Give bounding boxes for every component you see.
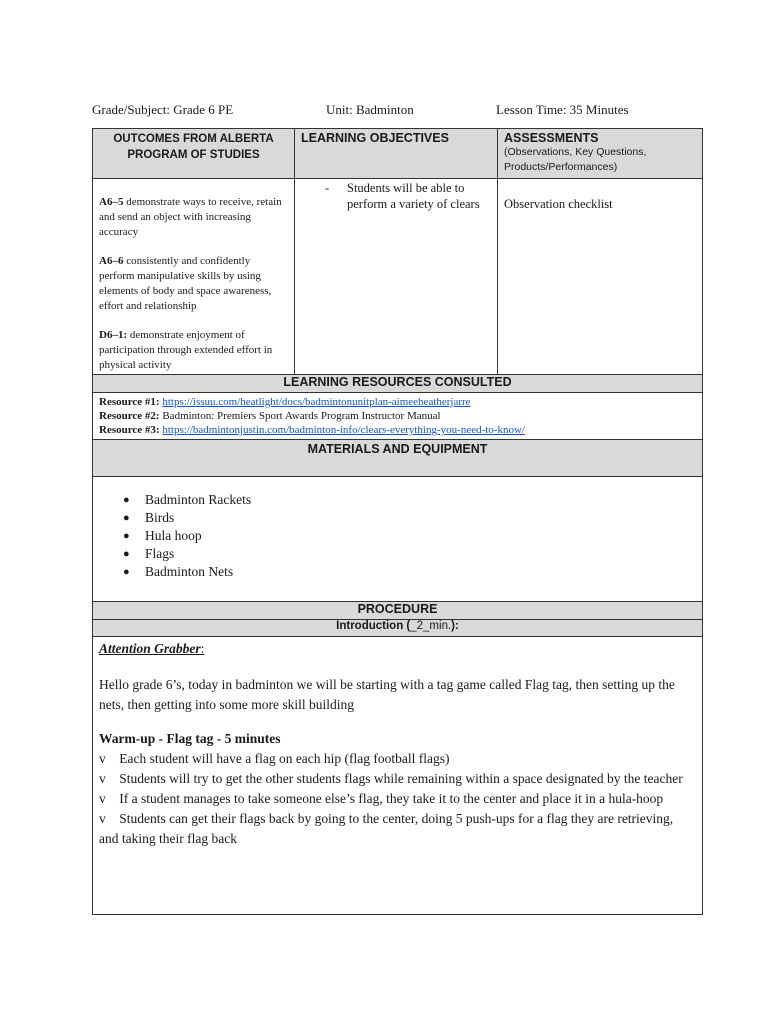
assessments-subtitle: (Observations, Key Questions, Products/Performances) — [504, 146, 647, 173]
dash-marker: - — [325, 181, 330, 195]
outcome-code: D6–1: — [99, 329, 128, 341]
lesson-header — [92, 102, 702, 122]
attention-grabber-text: Attention Grabber — [99, 641, 201, 656]
warmup-title: Warm-up - Flag tag - 5 minutes — [99, 731, 281, 746]
material-item: ● Hula hoop — [145, 527, 702, 545]
outcome-item — [99, 254, 288, 314]
warmup-item: v Each student will have a flag on each hip (flag football flags) — [99, 751, 450, 766]
attention-grabber-label — [99, 639, 696, 659]
objectives-cell — [295, 179, 498, 375]
resource-link[interactable]: https://issuu.com/heatlight/docs/badmintonunitplan-aimeeheatherjarre — [162, 396, 471, 408]
assessment-cell: Observation checklist — [498, 179, 703, 375]
outcome-text: demonstrate ways to receive, retain and send an object with increasing accuracy — [99, 196, 282, 238]
intro-end: ): — [451, 620, 459, 632]
greeting-paragraph: Hello grade 6’s, today in badminton we will be starting with a tag game called Flag tag, then setting up the nets, then getting into some more skill building — [99, 677, 675, 712]
outcome-code: A6–5 — [99, 196, 124, 208]
resource-item — [99, 409, 696, 423]
lesson-plan-table — [92, 128, 702, 915]
material-item: ● Badminton Nets — [145, 563, 702, 581]
outcome-item — [99, 328, 288, 373]
resources-cell — [93, 393, 703, 440]
outcome-text: demonstrate enjoyment of participation through extended effort in physical activity — [99, 329, 273, 371]
procedure-heading: PROCEDURE — [93, 602, 703, 620]
outcome-item — [99, 195, 288, 240]
grade-subject: Grade/Subject: Grade 6 PE — [92, 102, 234, 117]
procedure-cell — [93, 637, 703, 915]
resources-heading: LEARNING RESOURCES CONSULTED — [93, 375, 703, 393]
attention-colon: : — [200, 641, 205, 656]
unit: Unit: Badminton — [326, 102, 414, 117]
resource-label: Resource #3: — [99, 424, 160, 436]
resource-item — [99, 395, 696, 409]
introduction-heading — [93, 620, 703, 637]
objective-item — [307, 181, 491, 212]
assessments-title: ASSESSMENTS — [504, 131, 599, 145]
resource-label: Resource #1: — [99, 396, 160, 408]
warmup-item: v Students will try to get the other students flags while remaining within a space designated by the teacher — [99, 771, 683, 786]
lesson-time: Lesson Time: 35 Minutes — [496, 102, 629, 117]
material-item: ● Birds — [145, 509, 702, 527]
intro-label: Introduction ( — [336, 620, 411, 632]
materials-cell — [93, 477, 703, 602]
assessments-header — [498, 129, 703, 179]
resource-link[interactable]: https://badmintonjustin.com/badminton-info/clears-everything-you-need-to-know/ — [162, 424, 525, 436]
outcomes-header: OUTCOMES FROM ALBERTA PROGRAM OF STUDIES — [93, 129, 295, 179]
resource-text: Badminton: Premiers Sport Awards Program Instructor Manual — [162, 410, 441, 422]
material-item: ● Badminton Rackets — [145, 491, 702, 509]
outcome-code: A6–6 — [99, 255, 124, 267]
outcomes-cell — [93, 179, 295, 375]
resource-label: Resource #2: — [99, 410, 160, 422]
materials-heading: MATERIALS AND EQUIPMENT — [93, 440, 703, 477]
intro-time: _2_min. — [410, 620, 452, 632]
warmup-item: v Students can get their flags back by going to the center, doing 5 push-ups for a flag they are retrieving, and taking their flag back — [99, 811, 677, 846]
outcome-text: consistently and confidently perform manipulative skills by using elements of body and space awareness, effort and relationship — [99, 255, 272, 312]
warmup-item: v If a student manages to take someone else’s flag, they take it to the center and place it in a hula-hoop — [99, 791, 664, 806]
material-item: ● Flags — [145, 545, 702, 563]
objectives-header: LEARNING OBJECTIVES — [295, 129, 498, 179]
resource-item — [99, 423, 696, 437]
objective-text: Students will be able to perform a variety of clears — [347, 181, 480, 211]
